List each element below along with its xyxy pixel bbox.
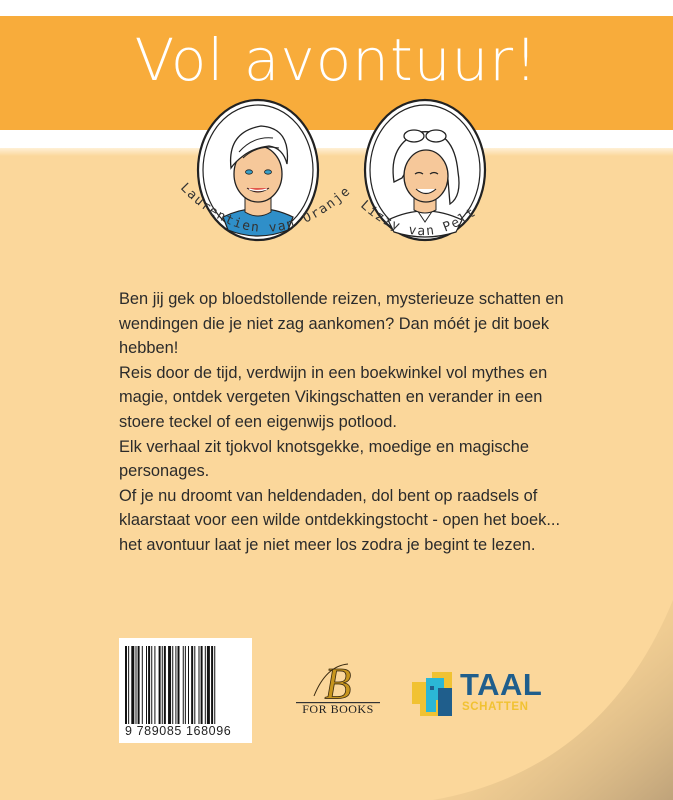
svg-text:Lizzy van Pelt: Lizzy van Pelt — [357, 197, 480, 240]
barcode-bars — [125, 646, 246, 724]
barcode-bar — [148, 646, 150, 724]
cover-title: Vol avontuur! — [134, 26, 539, 94]
blurb-paragraph: Of je nu droomt van heldendaden, dol bent op raadsels of klaarstaat voor een wilde ontdekkingstocht - open het boek... het avontuur laat je niet meer los zodra je begint te lezen. — [119, 486, 560, 554]
isbn-number: 9 789085 168096 — [125, 724, 232, 738]
barcode-bar — [159, 646, 161, 724]
blurb-paragraph: Reis door de tijd, verdwijn in een boekwinkel vol mythes en magie, ontdek vergeten Vikingschatten en verander in een stoere teckel of een eigenwijs potlood. — [119, 363, 548, 431]
barcode-bar — [136, 646, 137, 724]
blurb-paragraph: Ben jij gek op bloedstollende reizen, mysterieuze schatten en wendingen die je niet zag aankomen? Dan móét je dit boek hebben! — [119, 290, 564, 358]
barcode-bar — [146, 646, 147, 724]
barcode-bar — [211, 646, 213, 724]
barcode-bar — [178, 646, 180, 724]
barcode-bar — [138, 646, 140, 724]
barcode-bar — [183, 646, 184, 724]
barcode-bar — [128, 646, 129, 724]
publisher-name: FOR BOOKS — [302, 702, 374, 716]
barcode-bar — [194, 646, 195, 724]
barcode-bar — [191, 646, 193, 724]
back-cover-blurb — [119, 287, 579, 558]
blurb-paragraph: Elk verhaal zit tjokvol knotsgekke, moedige en magische personages. — [119, 437, 529, 481]
banner-divider-fade — [0, 148, 673, 156]
svg-text:Laurentien van Oranje: Laurentien van Oranje — [177, 180, 355, 236]
barcode-bar — [199, 646, 200, 724]
barcode-bar — [214, 646, 215, 724]
barcode-bar — [207, 646, 210, 724]
barcode-bar — [142, 646, 143, 724]
barcode-bar — [164, 646, 166, 724]
author-caption-lizzy — [352, 178, 502, 258]
isbn-barcode — [119, 638, 252, 743]
barcode-bar — [168, 646, 171, 724]
barcode-bar — [185, 646, 186, 724]
author-caption-laurentien — [170, 178, 360, 258]
barcode-bar — [131, 646, 134, 724]
top-border — [0, 0, 673, 16]
barcode-bar — [188, 646, 189, 724]
partner-logo-word-2: SCHATTEN — [462, 701, 529, 713]
barcode-bar — [205, 646, 206, 724]
barcode-bar — [201, 646, 203, 724]
barcode-bar — [175, 646, 176, 724]
svg-text:B: B — [324, 659, 352, 708]
partner-logo-word-1: TAAL — [460, 667, 543, 702]
barcode-bar — [162, 646, 163, 724]
page-curl-shadow — [433, 600, 673, 800]
barcode-bar — [151, 646, 152, 724]
barcode-bar — [125, 646, 127, 724]
barcode-bar — [172, 646, 173, 724]
barcode-bar — [154, 646, 155, 724]
banner-divider — [0, 130, 673, 148]
